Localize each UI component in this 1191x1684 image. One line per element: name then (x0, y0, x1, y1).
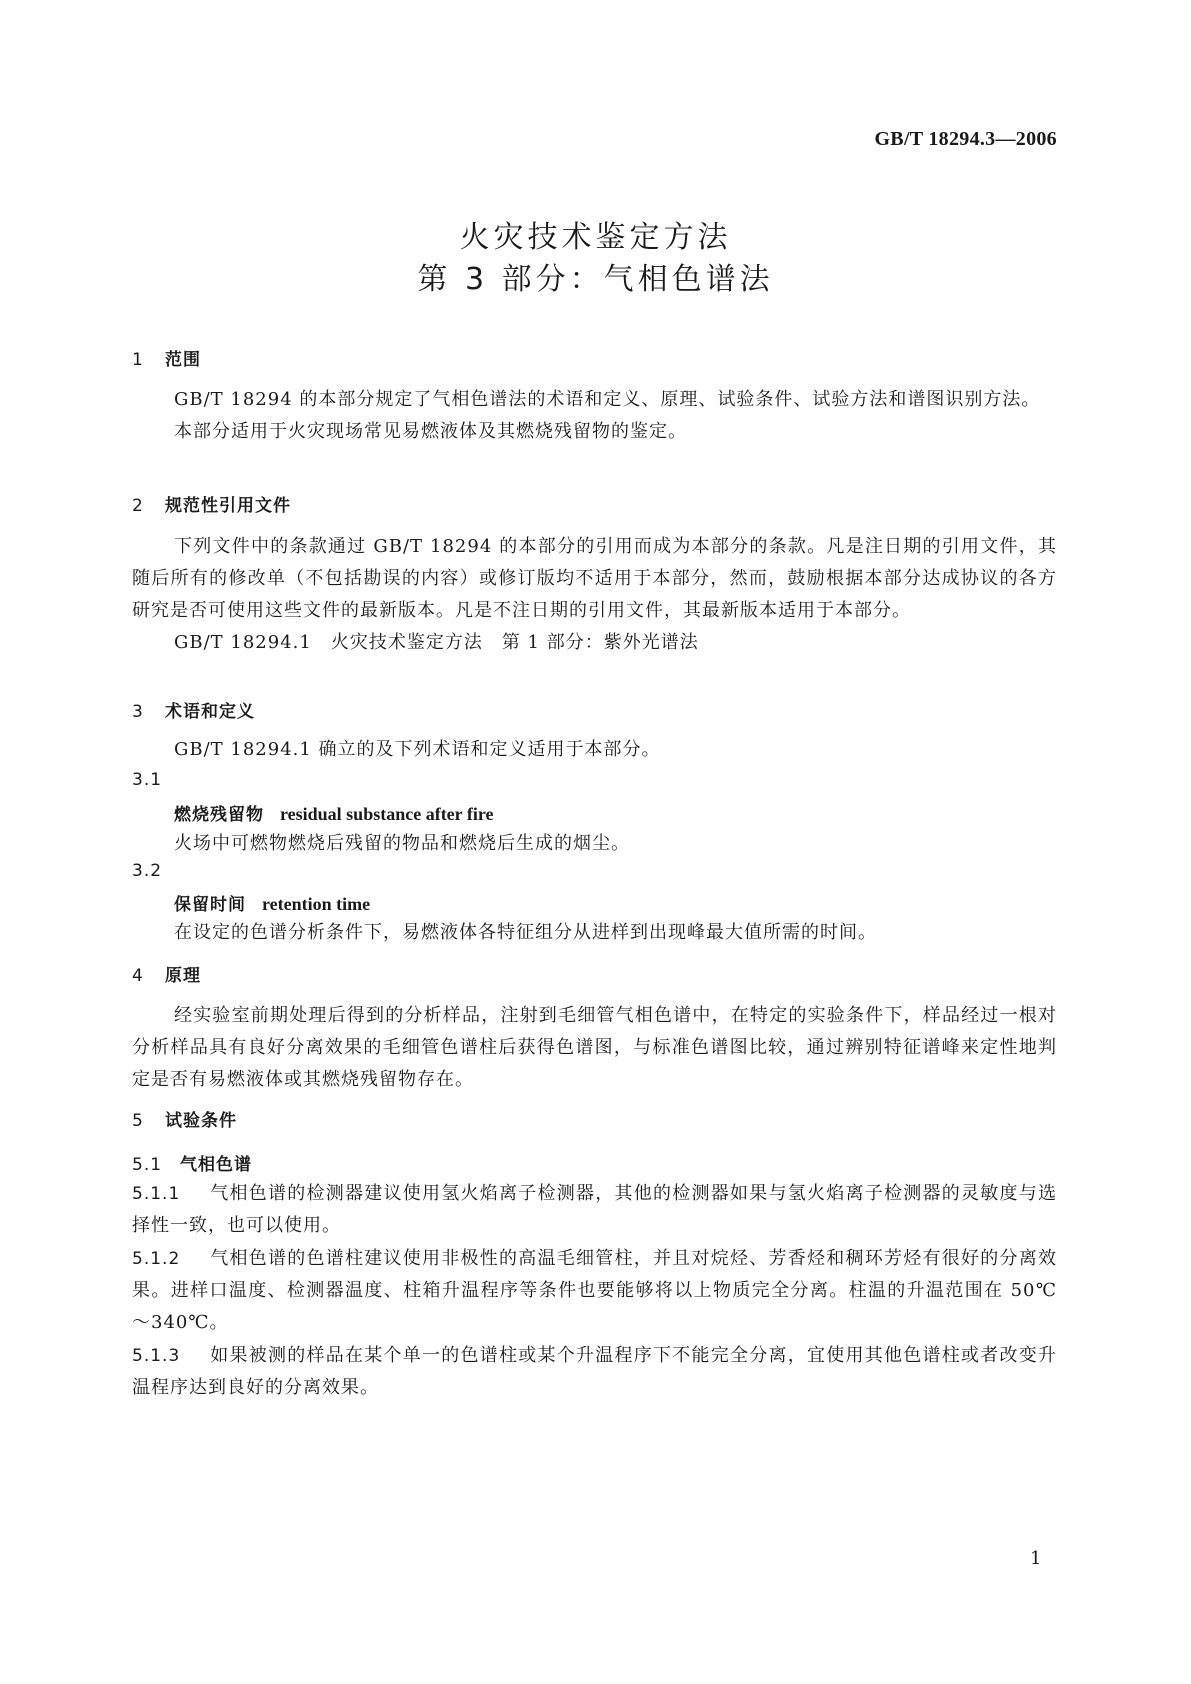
section-3-intro (132, 734, 1057, 766)
document-title-line1: 火灾技术鉴定方法 (459, 220, 732, 255)
section-5-heading (132, 1106, 237, 1131)
term-english: retention time (262, 894, 371, 914)
section-title: 试验条件 (165, 1111, 237, 1131)
section-1-heading (132, 345, 201, 370)
standard-code: GB/T 18294.3—2006 (874, 128, 1057, 150)
section-title: 原理 (165, 966, 201, 986)
section-4-heading (132, 961, 201, 986)
clause-text: 气相色谱的色谱柱建议使用非极性的高温毛细管柱，并且对烷烃、芳香烃和稠环芳烃有很好的分离效果。进样口温度、检测器温度、柱箱升温程序等条件也要能够将以上物质完全分离。柱温的升温范围在 50℃～340℃。 (132, 1248, 1057, 1333)
clause-text: 气相色谱的检测器建议使用氢火焰离子检测器，其他的检测器如果与氢火焰离子检测器的灵敏度与选择性一致，也可以使用。 (132, 1183, 1057, 1236)
clause-5-1-2 (132, 1243, 1057, 1339)
section-1-body (132, 384, 1057, 448)
section-title: 规范性引用文件 (165, 496, 291, 516)
section-number: 1 (132, 350, 144, 370)
paragraph: 本部分适用于火灾现场常见易燃液体及其燃烧残留物的鉴定。 (174, 421, 687, 442)
clause-5-1-3 (132, 1340, 1057, 1404)
term-definition: 在设定的色谱分析条件下，易燃液体各特征组分从进样到出现峰最大值所需的时间。 (174, 922, 877, 943)
paragraph: 经实验室前期处理后得到的分析样品，注射到毛细管气相色谱中，在特定的实验条件下，样品经过一根对分析样品具有良好分离效果的毛细管色谱柱后获得色谱图，与标准色谱图比较，通过辨别特征谱峰来定性地判定是否有易燃液体或其燃烧残留物存在。 (132, 1005, 1057, 1090)
subsection-title: 气相色谱 (180, 1155, 252, 1175)
clause-5-1-1 (132, 1178, 1057, 1242)
subsection-number: 5.1 (132, 1155, 163, 1175)
term-number: 3.1 (132, 770, 163, 790)
term-english: residual substance after fire (280, 804, 494, 824)
paragraph: GB/T 18294.1 确立的及下列术语和定义适用于本部分。 (174, 739, 661, 760)
term-chinese: 燃烧残留物 (174, 805, 264, 825)
section-number: 2 (132, 496, 144, 516)
section-number: 5 (132, 1111, 144, 1131)
section-4-body (132, 1000, 1057, 1096)
clause-number: 5.1.2 (132, 1249, 181, 1269)
section-number: 3 (132, 702, 144, 722)
section-2-heading (132, 491, 291, 516)
term-definition: 火场中可燃物燃烧后残留的物品和燃烧后生成的烟尘。 (174, 833, 630, 854)
term-chinese: 保留时间 (174, 895, 246, 915)
term-3-1 (174, 800, 494, 825)
paragraph: 下列文件中的条款通过 GB/T 18294 的本部分的引用而成为本部分的条款。凡是注日期的引用文件，其随后所有的修改单（不包括勘误的内容）或修订版均不适用于本部分，然而，鼓励根据本部分达成协议的各方研究是否可使用这些文件的最新版本。凡是不注日期的引用文件，其最新版本适用于本部分。 (132, 536, 1057, 621)
section-3-heading (132, 697, 255, 722)
paragraph: GB/T 18294 的本部分规定了气相色谱法的术语和定义、原理、试验条件、试验方法和谱图识别方法。 (174, 389, 1041, 410)
normative-reference: GB/T 18294.1 火灾技术鉴定方法 第 1 部分：紫外光谱法 (174, 632, 699, 653)
section-number: 4 (132, 966, 144, 986)
clause-number: 5.1.3 (132, 1346, 181, 1366)
section-title: 术语和定义 (165, 702, 255, 722)
section-2-body (132, 531, 1057, 659)
subsection-5-1-heading (132, 1150, 252, 1175)
page-number: 1 (1030, 1548, 1042, 1569)
clause-text: 如果被测的样品在某个单一的色谱柱或某个升温程序下不能完全分离，宜使用其他色谱柱或者改变升温程序达到良好的分离效果。 (132, 1345, 1057, 1398)
document-title-line2: 第 3 部分：气相色谱法 (417, 262, 774, 297)
section-title: 范围 (165, 350, 201, 370)
term-number: 3.2 (132, 861, 163, 881)
clause-number: 5.1.1 (132, 1184, 181, 1204)
term-3-2 (174, 890, 370, 915)
